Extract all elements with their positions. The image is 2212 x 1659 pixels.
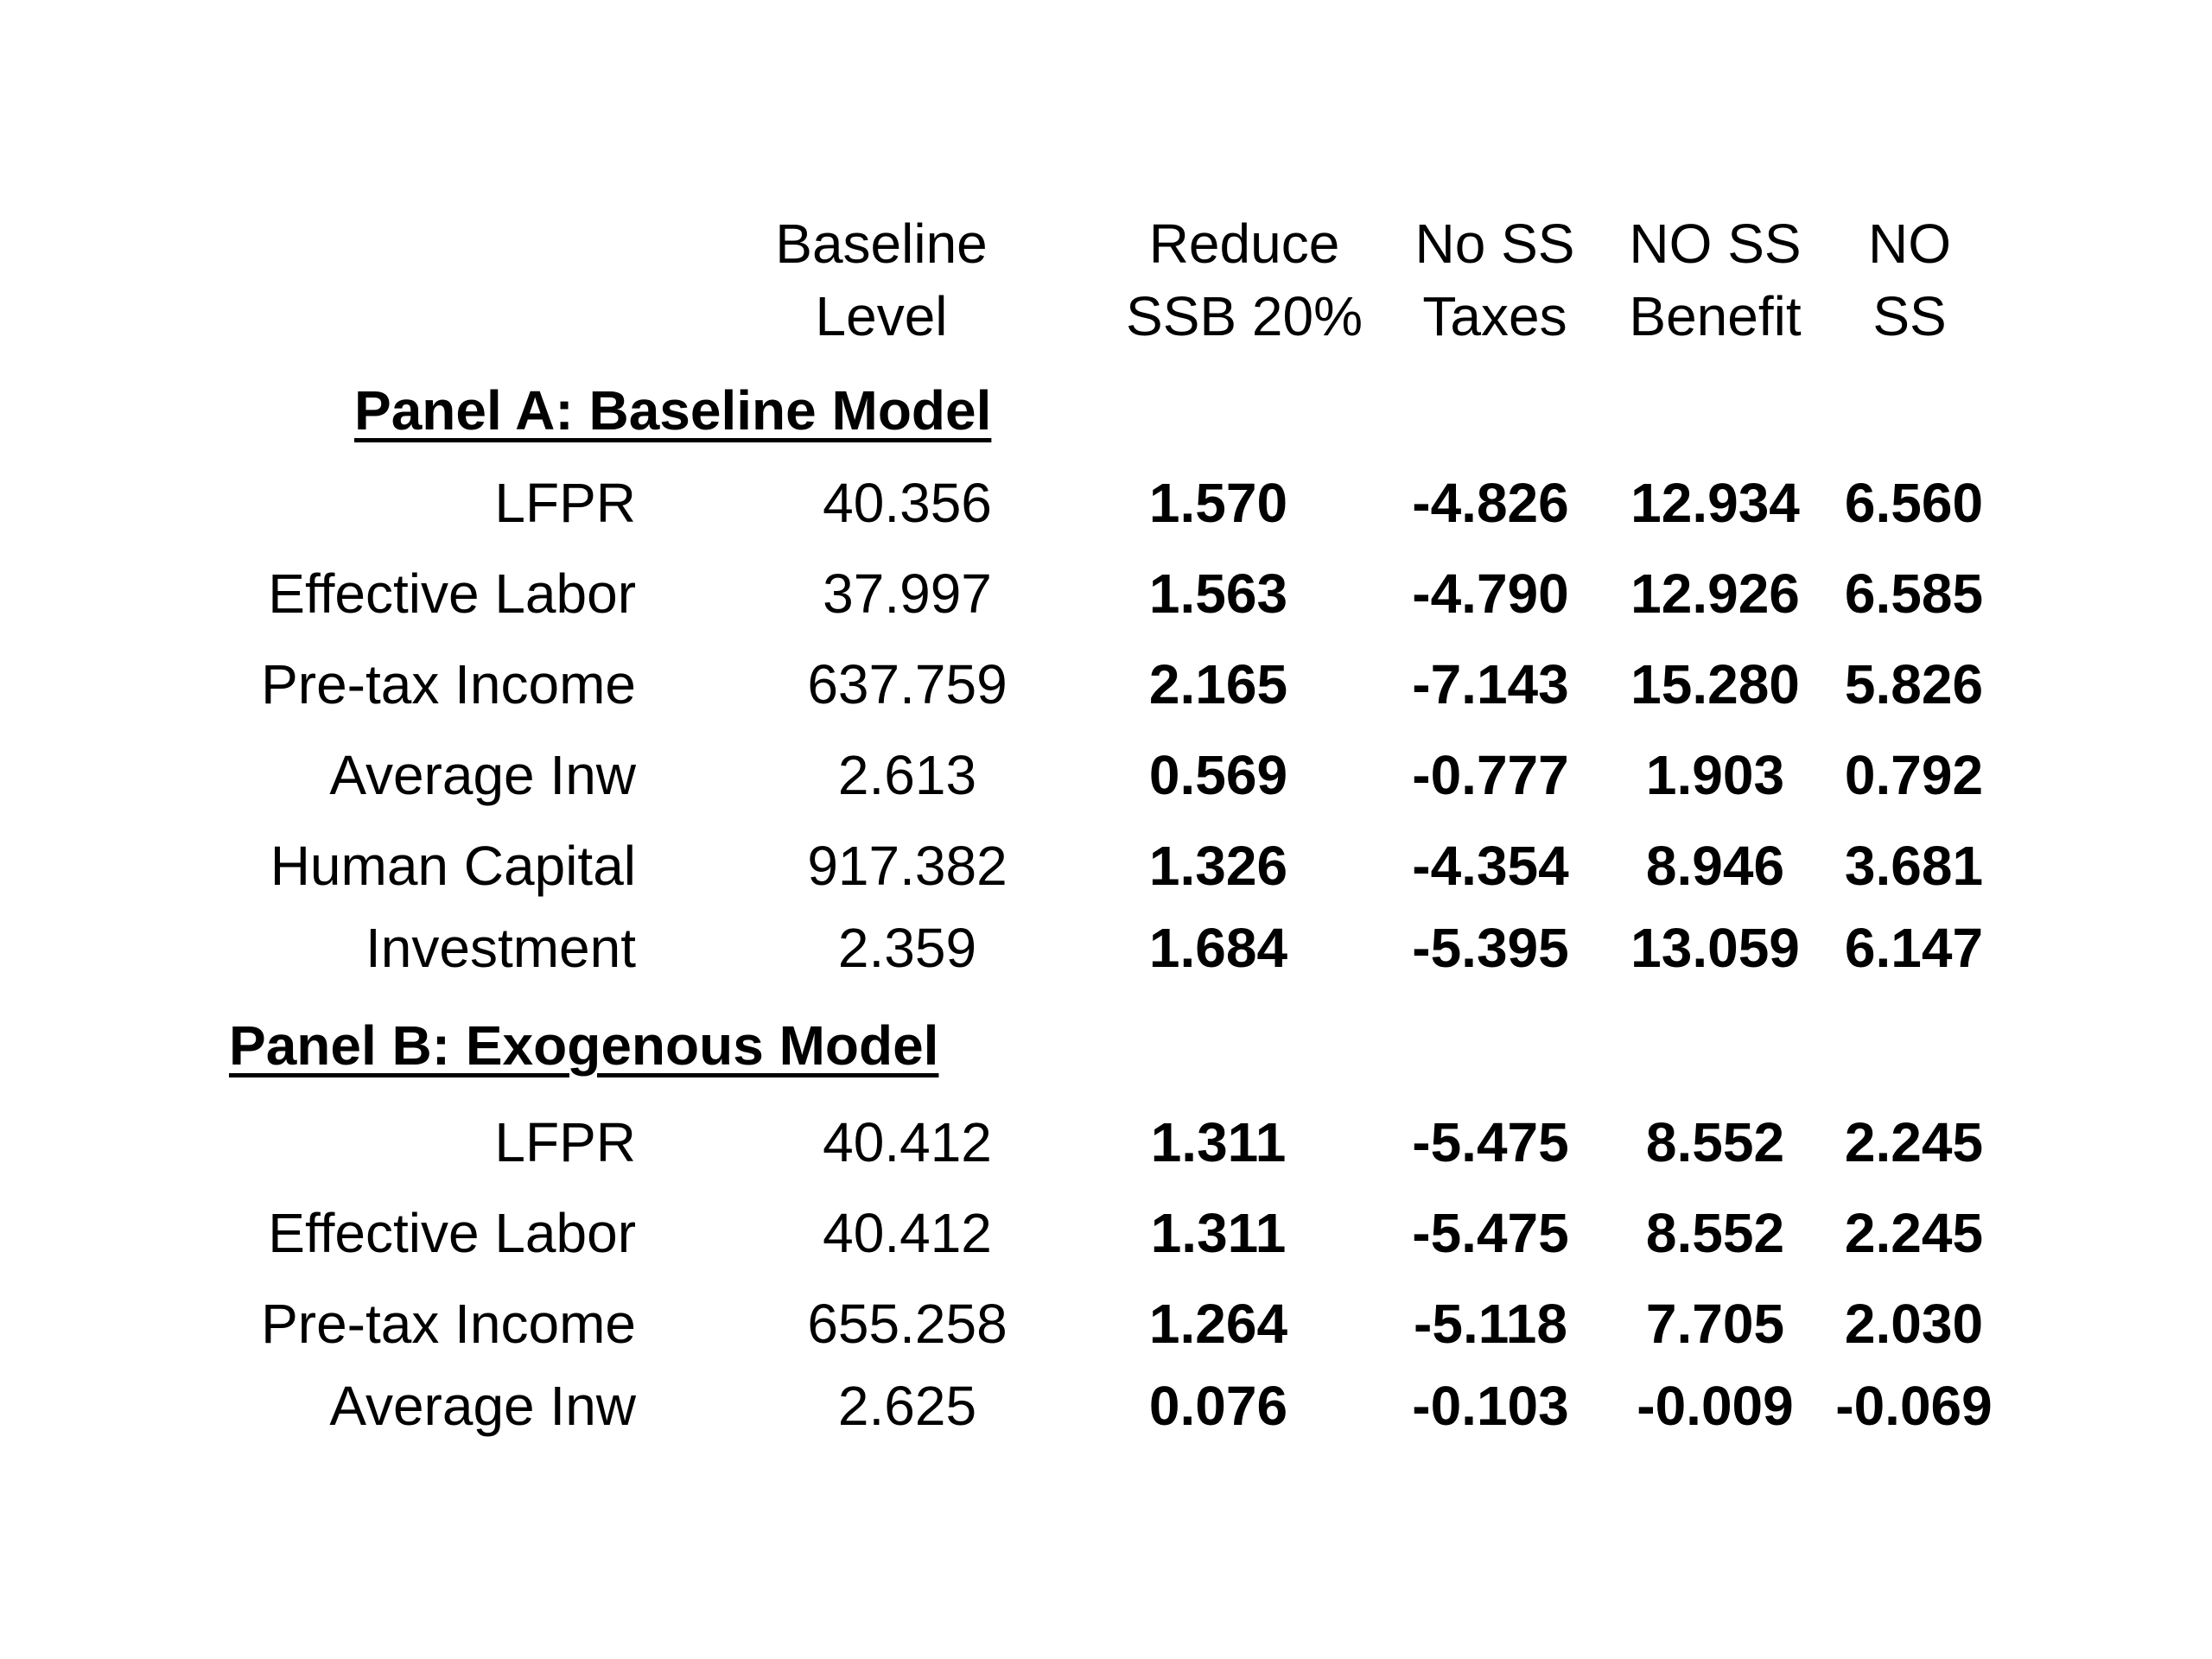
table-row [0, 913, 2212, 982]
no-benefit-value: 15.280 [1630, 653, 1800, 715]
header-line: Reduce [1148, 213, 1340, 275]
table-row [0, 741, 2212, 810]
reduce-value: 0.569 [1148, 744, 1288, 806]
header-line: Level [815, 285, 948, 347]
header-no-ss [1832, 207, 1987, 353]
row-label: Investment [365, 917, 636, 979]
no-taxes-value: -5.395 [1412, 917, 1569, 979]
header-baseline-level [760, 207, 1002, 353]
header-no-ss-benefit [1616, 207, 1815, 353]
baseline-value: 917.382 [807, 835, 1007, 897]
no-benefit-value: -0.009 [1637, 1375, 1794, 1437]
row-label: LFPR [494, 472, 636, 534]
table-row [0, 831, 2212, 900]
table-row [0, 1289, 2212, 1358]
row-label: Human Capital [270, 835, 636, 897]
no-benefit-value: 12.934 [1630, 472, 1800, 534]
header-no-ss-taxes [1400, 207, 1590, 353]
row-label: Effective Labor [268, 1202, 636, 1264]
header-reduce-ssb [1115, 207, 1374, 353]
no-taxes-value: -4.826 [1412, 472, 1569, 534]
no-taxes-value: -5.475 [1412, 1111, 1569, 1173]
row-label: Pre-tax Income [261, 653, 636, 715]
row-label: Average Inw [329, 1375, 636, 1437]
reduce-value: 0.076 [1148, 1375, 1288, 1437]
reduce-value: 1.684 [1148, 917, 1288, 979]
row-label: Effective Labor [268, 563, 636, 625]
table-row [0, 1371, 2212, 1440]
table-row [0, 1108, 2212, 1177]
no-benefit-value: 8.552 [1645, 1111, 1785, 1173]
no-ss-value: 5.826 [1844, 653, 1984, 715]
baseline-value: 40.412 [823, 1202, 992, 1264]
no-benefit-value: 1.903 [1645, 744, 1785, 806]
header-line: SSB 20% [1126, 285, 1363, 347]
no-ss-value: 2.030 [1844, 1293, 1984, 1355]
no-benefit-value: 8.946 [1645, 835, 1785, 897]
no-taxes-value: -7.143 [1412, 653, 1569, 715]
baseline-value: 2.613 [837, 744, 977, 806]
baseline-value: 40.412 [823, 1111, 992, 1173]
no-ss-value: 2.245 [1844, 1111, 1984, 1173]
reduce-value: 1.264 [1148, 1293, 1288, 1355]
no-taxes-value: -5.118 [1414, 1293, 1567, 1355]
row-label: Pre-tax Income [261, 1293, 636, 1355]
header-line: No SS [1414, 213, 1575, 275]
no-benefit-value: 8.552 [1645, 1202, 1785, 1264]
baseline-value: 37.997 [823, 563, 992, 625]
table-row [0, 1198, 2212, 1268]
no-benefit-value: 7.705 [1645, 1293, 1785, 1355]
no-ss-value: -0.069 [1835, 1375, 1993, 1437]
baseline-value: 40.356 [823, 472, 992, 534]
header-line: NO [1868, 213, 1951, 275]
no-taxes-value: -4.790 [1412, 563, 1569, 625]
panel-b-title: Panel B: Exogenous Model [229, 1014, 939, 1077]
no-ss-value: 6.585 [1844, 563, 1984, 625]
panel-a-title: Panel A: Baseline Model [354, 379, 992, 442]
no-ss-value: 2.245 [1844, 1202, 1984, 1264]
no-benefit-value: 13.059 [1630, 917, 1800, 979]
reduce-value: 2.165 [1148, 653, 1288, 715]
baseline-value: 637.759 [807, 653, 1007, 715]
no-taxes-value: -0.777 [1412, 744, 1569, 806]
row-label: LFPR [494, 1111, 636, 1173]
table-row [0, 468, 2212, 537]
reduce-value: 1.570 [1148, 472, 1288, 534]
table-row [0, 650, 2212, 719]
row-label: Average Inw [329, 744, 636, 806]
no-taxes-value: -4.354 [1412, 835, 1569, 897]
no-taxes-value: -0.103 [1412, 1375, 1569, 1437]
header-line: Baseline [775, 213, 988, 275]
reduce-value: 1.563 [1148, 563, 1288, 625]
header-line: SS [1872, 285, 1947, 347]
no-ss-value: 6.560 [1844, 472, 1984, 534]
no-ss-value: 6.147 [1844, 917, 1984, 979]
reduce-value: 1.311 [1150, 1202, 1287, 1264]
no-ss-value: 3.681 [1844, 835, 1984, 897]
header-line: NO SS [1629, 213, 1802, 275]
baseline-value: 655.258 [807, 1293, 1007, 1355]
table-row [0, 559, 2212, 628]
reduce-value: 1.326 [1148, 835, 1288, 897]
baseline-value: 2.359 [837, 917, 977, 979]
reduce-value: 1.311 [1150, 1111, 1287, 1173]
no-taxes-value: -5.475 [1412, 1202, 1569, 1264]
no-benefit-value: 12.926 [1630, 563, 1800, 625]
header-line: Taxes [1422, 285, 1567, 347]
no-ss-value: 0.792 [1844, 744, 1984, 806]
baseline-value: 2.625 [837, 1375, 977, 1437]
header-line: Benefit [1629, 285, 1802, 347]
